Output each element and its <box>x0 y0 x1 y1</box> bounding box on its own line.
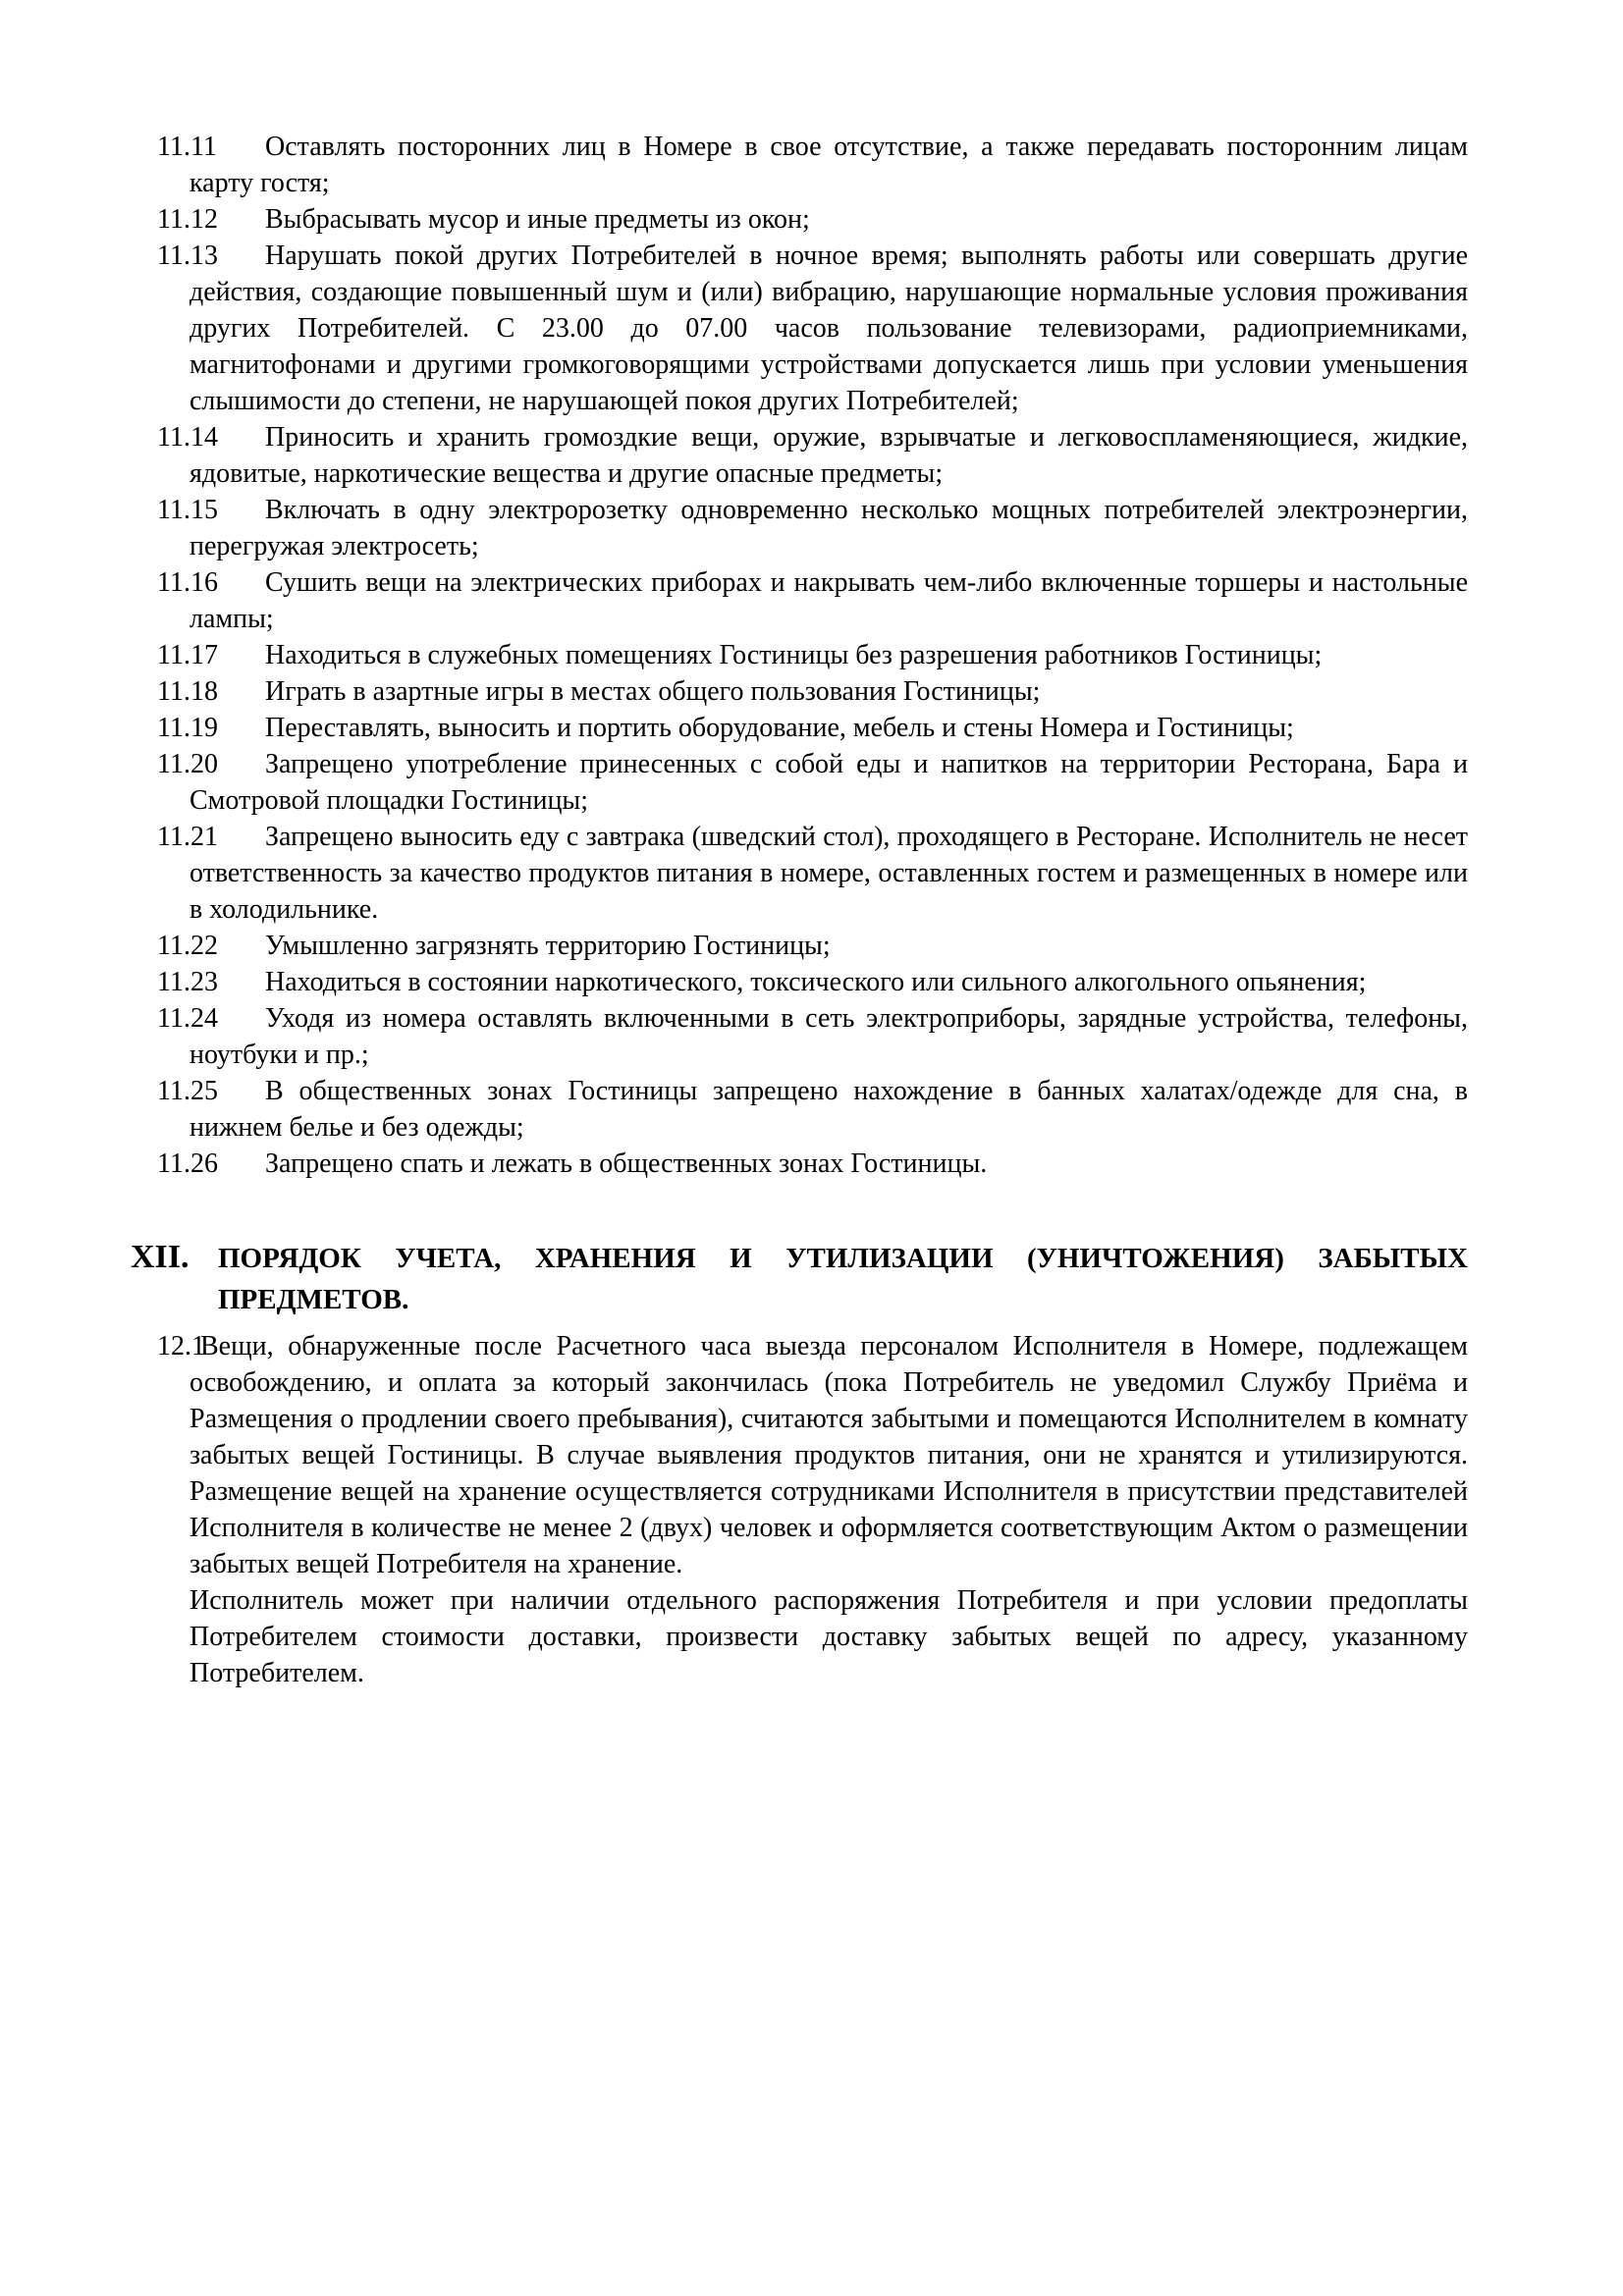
clause-12-1-followup-paragraph: Исполнитель может при наличии отдельного распоряжения Потребителя и при условии предоплаты Потребителем стоимости доставки, произвести доставку забытых вещей по адресу, указанному Потребителем. <box>189 1585 1468 1688</box>
rule-item <box>157 564 1468 637</box>
rule-number: 11.17 <box>157 640 218 670</box>
rule-number: 11.24 <box>157 1003 218 1034</box>
rule-item <box>157 637 1468 673</box>
rule-text: Играть в азартные игры в местах общего пользования Гостиницы; <box>265 676 1041 707</box>
rule-text: Приносить и хранить громоздкие вещи, оружие, взрывчатые и легковоспламеняющиеся, жидкие, ядовитые, наркотические вещества и другие опасные предметы; <box>189 422 1468 489</box>
rule-item <box>157 238 1468 419</box>
rule-text: Умышленно загрязнять территорию Гостиницы; <box>265 931 831 961</box>
rule-number: 11.14 <box>157 422 218 453</box>
clause-text: Вещи, обнаруженные после Расчетного часа выезда персоналом Исполнителя в Номере, подлежащем освобождению, и оплата за который закончилась (пока Потребитель не уведомил Службу Приёма и Размещения о продлении своего пребывания), считаются забытыми и помещаются Исполнителем в комнату забытых вещей Гостиницы. В случае выявления продуктов питания, они не хранятся и утилизируются. Размещение вещей на хранение осуществляется сотрудниками Исполнителя в присутствии представителей Исполнителя в количестве не менее 2 (двух) человек и оформляется соответствующим Актом о размещении забытых вещей Потребителя на хранение. <box>189 1331 1468 1579</box>
rule-item <box>157 1073 1468 1146</box>
rule-number: 11.20 <box>157 749 218 779</box>
rule-text: В общественных зонах Гостиницы запрещено нахождение в банных халатах/одежде для сна, в нижнем белье и без одежды; <box>189 1076 1468 1143</box>
section-title: ПОРЯДОК УЧЕТА, ХРАНЕНИЯ И УТИЛИЗАЦИИ (УНИЧТОЖЕНИЯ) ЗАБЫТЫХ ПРЕДМЕТОВ. <box>218 1243 1468 1315</box>
rule-item <box>157 746 1468 819</box>
rule-text: Оставлять посторонних лиц в Номере в свое отсутствие, а также передавать посторонним лицам карту гостя; <box>189 132 1468 198</box>
rule-item <box>157 710 1468 746</box>
rule-text: Запрещено выносить еду с завтрака (шведский стол), проходящего в Ресторане. Исполнитель не несет ответственность за качество продуктов питания в номере, оставленных гостем и размещенных в номере или в холодильнике. <box>189 822 1468 925</box>
rule-text: Выбрасывать мусор и иные предметы из окон; <box>265 204 810 235</box>
rule-text: Включать в одну электророзетку одновременно несколько мощных потребителей электроэнергии, перегружая электросеть; <box>189 495 1468 561</box>
rule-number: 11.26 <box>157 1148 218 1179</box>
rule-item <box>157 129 1468 201</box>
rule-item <box>157 928 1468 964</box>
rule-number: 11.12 <box>157 204 218 235</box>
rule-item <box>157 492 1468 564</box>
rule-item <box>157 1146 1468 1182</box>
rule-text: Уходя из номера оставлять включенными в сеть электроприборы, зарядные устройства, телефоны, ноутбуки и пр.; <box>189 1003 1468 1070</box>
rule-text: Находиться в состоянии наркотического, токсического или сильного алкогольного опьянения; <box>265 967 1367 997</box>
section-heading <box>131 1237 1468 1320</box>
rule-text: Нарушать покой других Потребителей в ночное время; выполнять работы или совершать другие действия, создающие повышенный шум и (или) вибрацию, нарушающие нормальные условия проживания других Потребителей. С 23.00 до 07.00 часов пользование телевизорами, радиоприемниками, магнитофонами и другими громкоговорящими устройствами допускается лишь при условии уменьшения слышимости до степени, не нарушающей покоя других Потребителей; <box>189 240 1468 416</box>
rule-item <box>157 819 1468 928</box>
rule-number: 11.15 <box>157 495 218 525</box>
rule-item <box>157 673 1468 710</box>
rule-number: 11.21 <box>157 822 218 852</box>
section-number: XII. <box>131 1239 189 1275</box>
rule-item <box>157 419 1468 492</box>
rule-number: 11.22 <box>157 931 218 961</box>
rule-item <box>157 1000 1468 1073</box>
rule-text: Сушить вещи на электрических приборах и накрывать чем-либо включенные торшеры и настольные лампы; <box>189 567 1468 634</box>
rules-list <box>157 129 1468 1182</box>
rule-number: 11.11 <box>157 132 217 162</box>
rule-number: 11.23 <box>157 967 218 997</box>
rule-text: Находиться в служебных помещениях Гостиницы без разрешения работников Гостиницы; <box>265 640 1323 670</box>
rule-number: 11.18 <box>157 676 218 707</box>
clause-number: 12.1 <box>157 1331 205 1362</box>
rule-item <box>157 201 1468 238</box>
rule-text: Запрещено употребление принесенных с собой еды и напитков на территории Ресторана, Бара и Смотровой площадки Гостиницы; <box>189 749 1468 816</box>
rule-number: 11.13 <box>157 240 218 271</box>
rule-number: 11.19 <box>157 713 218 743</box>
rule-number: 11.25 <box>157 1076 218 1106</box>
rule-number: 11.16 <box>157 567 218 598</box>
rule-text: Запрещено спать и лежать в общественных зонах Гостиницы. <box>265 1148 988 1179</box>
rule-item <box>157 964 1468 1000</box>
rule-text: Переставлять, выносить и портить оборудование, мебель и стены Номера и Гостиницы; <box>265 713 1294 743</box>
clause-12-1 <box>157 1328 1468 1582</box>
